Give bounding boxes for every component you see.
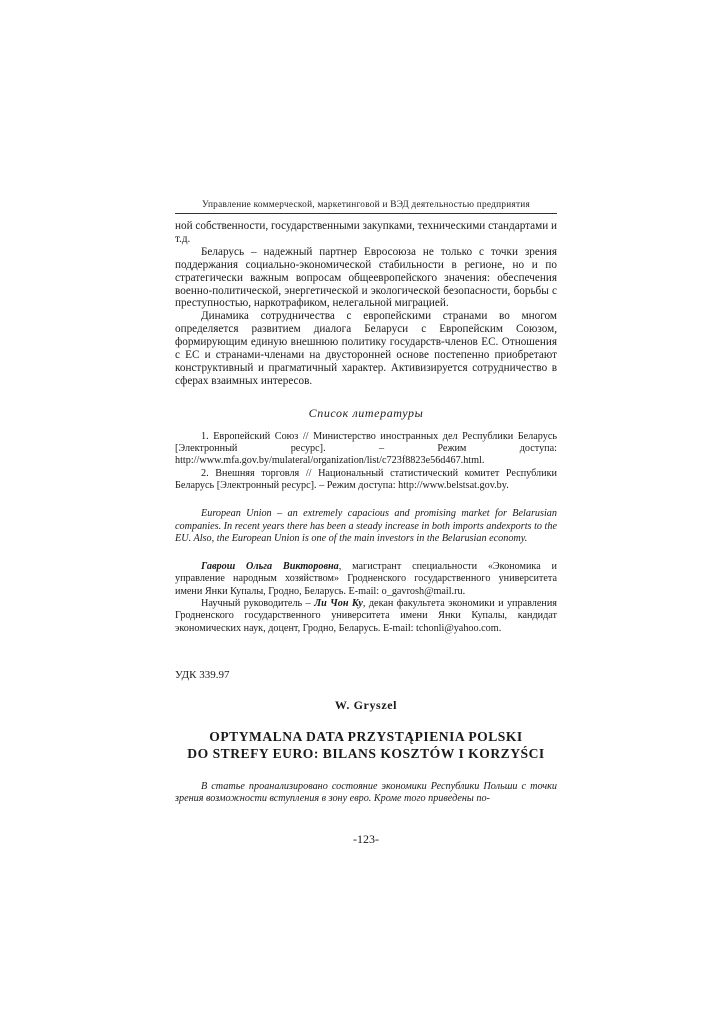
author-1-name: Гаврош Ольга Викторовна — [201, 561, 339, 573]
reference-item: 2. Внешняя торговля // Национальный статистический комитет Республики Беларусь [Электронный ресурс]. – Режим доступа: http://www.belstsat.gov.by. — [175, 467, 557, 491]
article-title-line-2: DO STREFY EURO: BILANS KOSZTÓW I KORZYŚCI — [187, 745, 545, 761]
udc-code: УДК 339.97 — [175, 668, 230, 681]
author-1-details: , магистрант специальности «Экономика и управление народным хозяйством» Гродненского государственного университета имени Янки Купалы, Гродно, Беларусь. E-mail: o_gavrosh@mail.ru. — [175, 561, 557, 597]
author-2-prefix: Научный руководитель – — [201, 598, 315, 610]
paragraph-2: Беларусь – надежный партнер Евросоюза не только с точки зрения поддержания социально-экономической стабильности в регионе, но и по стратегически важным вопросам общеевропейского значения: обеспечения военно-политической, энергетической и экологической безопасности, борьбы с преступностью, наркотрафиком, нелегальной миграцией. — [175, 245, 557, 310]
author-2-details: , декан факультета экономики и управления Гродненского государственного университета имени Янки Купалы, кандидат экономических наук, доцент, Гродно, Беларусь. E-mail: tchonli@yahoo.com. — [175, 598, 557, 634]
paragraph-3: Динамика сотрудничества с европейскими странами во многом определяется развитием диалога Беларуси с Европейским Союзом, формирующим единую внешнюю политику государств-членов ЕС. Отношения с ЕС и странами-членами на двусторонней основе постепенно приобретают конструктивный и прагматичный характер. Активизируется сотрудничество в сферах взаимных интересов. — [175, 310, 557, 387]
article-title-line-1: OPTYMALNA DATA PRZYSTĄPIENIA POLSKI — [209, 728, 523, 744]
english-abstract — [175, 508, 557, 545]
paragraph-1: ной собственности, государственными закупками, техническими стандартами и т.д. — [175, 220, 557, 245]
body-text — [175, 220, 557, 388]
article-summary — [175, 781, 557, 806]
author-2-name: Ли Чон Ку — [314, 598, 363, 610]
reference-item: 1. Европейский Союз // Министерство иностранных дел Республики Беларусь [Электронный ресурс]. – Режим доступа: http://www.mfa.gov.by/mulateral/organization/list/c723f8823e56d467.html. — [175, 430, 557, 467]
references-list — [175, 431, 557, 492]
summary-text: В статье проанализировано состояние экономики Республики Польши с точки зрения возможности вступления в зону евро. Кроме того приведены по- — [175, 780, 557, 805]
abstract-text: European Union – an extremely capacious and promising market for Belarusian companies. In recent years there has been a steady increase in both imports andexports to the EU. Also, the European Union is one of the main investors in the Belarusian economy. — [175, 508, 557, 544]
references-title: Список литературы — [308, 405, 424, 420]
article-author: W. Gryszel — [334, 697, 398, 712]
running-header: Управление коммерческой, маркетинговой и ВЭД деятельностью предприятия — [175, 200, 557, 214]
author-info — [175, 561, 557, 635]
page-number: -123- — [353, 831, 379, 846]
article-title — [175, 728, 557, 762]
author-1 — [175, 561, 557, 598]
author-2 — [175, 598, 557, 635]
page — [175, 200, 557, 847]
